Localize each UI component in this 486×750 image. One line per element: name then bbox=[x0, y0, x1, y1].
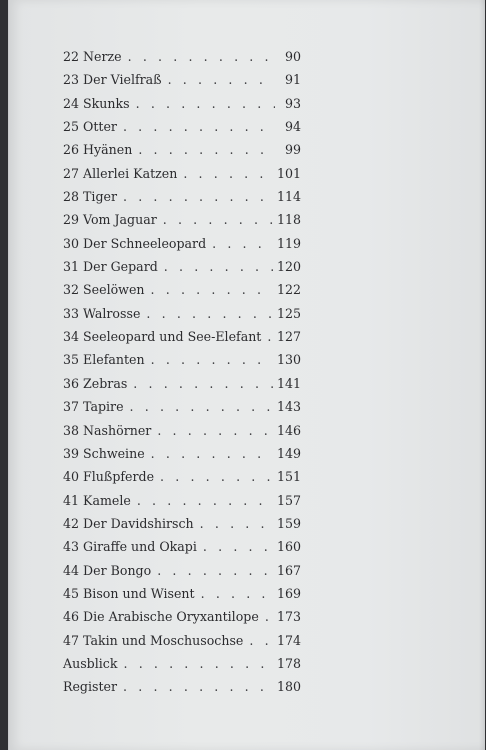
toc-entry bbox=[63, 423, 301, 446]
chapter-number: 27 bbox=[63, 165, 80, 181]
chapter-number: 24 bbox=[63, 95, 80, 111]
chapter-number: 34 bbox=[63, 329, 80, 345]
toc-entry bbox=[63, 656, 301, 679]
chapter-title: Bison und Wisent bbox=[83, 585, 195, 601]
page-edge-shadow bbox=[479, 0, 485, 750]
toc-entry bbox=[63, 399, 301, 422]
chapter-number: 35 bbox=[63, 352, 80, 368]
chapter-title: Allerlei Katzen bbox=[83, 165, 178, 181]
page-number: 160 bbox=[276, 539, 301, 555]
chapter-title: Der Schneeleopard bbox=[83, 235, 207, 251]
toc-entry bbox=[63, 329, 301, 352]
chapter-number: 26 bbox=[63, 142, 80, 158]
dot-leader bbox=[265, 609, 273, 624]
toc-entry bbox=[63, 493, 301, 516]
dot-leader bbox=[133, 376, 273, 391]
page-number: 178 bbox=[276, 655, 301, 671]
chapter-title: Die Arabische Oryxantilope bbox=[83, 609, 259, 625]
page-number: 119 bbox=[276, 235, 301, 251]
page-number: 120 bbox=[276, 259, 301, 275]
chapter-title: Der Bongo bbox=[83, 562, 152, 578]
chapter-number: 39 bbox=[63, 445, 80, 461]
toc-entry bbox=[63, 376, 301, 399]
chapter-title: Der Gepard bbox=[83, 259, 158, 275]
chapter-number: 43 bbox=[63, 539, 80, 555]
toc-entry bbox=[63, 49, 301, 72]
dot-leader bbox=[151, 352, 273, 367]
page-number: 169 bbox=[276, 585, 301, 601]
chapter-title: Flußpferde bbox=[83, 469, 155, 485]
chapter-title: Elefanten bbox=[83, 352, 145, 368]
chapter-number: 38 bbox=[63, 422, 80, 438]
toc-entry bbox=[63, 96, 301, 119]
dot-leader bbox=[267, 329, 273, 344]
page-number: 91 bbox=[284, 72, 301, 88]
dot-leader bbox=[137, 493, 273, 508]
page-number: 167 bbox=[276, 562, 301, 578]
page-number: 93 bbox=[284, 95, 301, 111]
page-number: 149 bbox=[276, 445, 301, 461]
chapter-number: 44 bbox=[63, 562, 80, 578]
dot-leader bbox=[151, 446, 273, 461]
toc-entry bbox=[63, 609, 301, 632]
chapter-number: 33 bbox=[63, 305, 80, 321]
toc-entry bbox=[63, 142, 301, 165]
chapter-title: Nerze bbox=[83, 49, 122, 64]
toc-entry bbox=[63, 166, 301, 189]
chapter-number: 45 bbox=[63, 585, 80, 601]
dot-leader bbox=[123, 189, 273, 204]
chapter-title: Tapire bbox=[83, 399, 124, 415]
chapter-title: Seeleopard und See-Elefant bbox=[83, 329, 262, 345]
dot-leader bbox=[160, 469, 273, 484]
chapter-title: Takin und Moschusochse bbox=[83, 632, 244, 648]
chapter-title: Schweine bbox=[83, 445, 145, 461]
page-number: 143 bbox=[276, 399, 301, 415]
chapter-title: Nashörner bbox=[83, 422, 152, 438]
dot-leader bbox=[163, 212, 273, 227]
toc-entry bbox=[63, 539, 301, 562]
chapter-title: Giraffe und Okapi bbox=[83, 539, 197, 555]
dot-leader bbox=[151, 282, 273, 297]
toc-entry bbox=[63, 446, 301, 469]
toc-entry bbox=[63, 633, 301, 656]
page-number: 157 bbox=[276, 492, 301, 508]
chapter-number: 42 bbox=[63, 515, 80, 531]
page-number: 118 bbox=[276, 212, 301, 228]
chapter-number: 30 bbox=[63, 235, 80, 251]
table-of-contents bbox=[63, 49, 301, 703]
dot-leader bbox=[183, 166, 273, 181]
chapter-title: Hyänen bbox=[83, 142, 133, 158]
chapter-title: Walrosse bbox=[83, 305, 141, 321]
chapter-number: 41 bbox=[63, 492, 80, 508]
chapter-title: Seelöwen bbox=[83, 282, 145, 298]
chapter-number: 22 bbox=[63, 49, 80, 64]
page-number: 174 bbox=[276, 632, 301, 648]
toc-entry bbox=[63, 282, 301, 305]
toc-entry bbox=[63, 586, 301, 609]
chapter-title: Vom Jaguar bbox=[83, 212, 157, 228]
chapter-title: Zebras bbox=[83, 375, 128, 391]
chapter-title: Der Vielfraß bbox=[83, 72, 162, 88]
page-number: 159 bbox=[276, 515, 301, 531]
page-number: 94 bbox=[284, 119, 301, 135]
dot-leader bbox=[123, 119, 275, 134]
chapter-title: Der Davidshirsch bbox=[83, 515, 194, 531]
chapter-title: Tiger bbox=[83, 189, 117, 205]
toc-entry bbox=[63, 259, 301, 282]
chapter-number: 31 bbox=[63, 259, 80, 275]
dot-leader bbox=[123, 656, 272, 671]
page-number: 180 bbox=[276, 679, 301, 695]
chapter-number: 47 bbox=[63, 632, 80, 648]
dot-leader bbox=[157, 563, 273, 578]
chapter-number: 37 bbox=[63, 399, 80, 415]
dot-leader bbox=[203, 539, 273, 554]
page-number: 146 bbox=[276, 422, 301, 438]
dot-leader bbox=[130, 399, 273, 414]
dot-leader bbox=[200, 516, 273, 531]
dot-leader bbox=[157, 423, 273, 438]
dot-leader bbox=[201, 586, 273, 601]
chapter-number: 32 bbox=[63, 282, 80, 298]
toc-entry bbox=[63, 516, 301, 539]
toc-entry bbox=[63, 72, 301, 95]
page-number: 99 bbox=[284, 142, 301, 158]
chapter-title: Skunks bbox=[83, 95, 130, 111]
page-number: 127 bbox=[276, 329, 301, 345]
chapter-number: 28 bbox=[63, 189, 80, 205]
book-page bbox=[8, 0, 485, 750]
chapter-number: 40 bbox=[63, 469, 80, 485]
chapter-number: 25 bbox=[63, 119, 80, 135]
dot-leader bbox=[212, 236, 273, 251]
chapter-number: 29 bbox=[63, 212, 80, 228]
dot-leader bbox=[138, 142, 275, 157]
chapter-title: Otter bbox=[83, 119, 117, 135]
page-number: 114 bbox=[276, 189, 301, 205]
dot-leader bbox=[164, 259, 273, 274]
page-number: 125 bbox=[276, 305, 301, 321]
page-number: 122 bbox=[276, 282, 301, 298]
page-number: 90 bbox=[284, 49, 301, 64]
toc-entry bbox=[63, 563, 301, 586]
dot-leader bbox=[128, 49, 275, 64]
chapter-title: Kamele bbox=[83, 492, 131, 508]
toc-entry bbox=[63, 679, 301, 702]
chapter-number: 36 bbox=[63, 375, 80, 391]
dot-leader bbox=[249, 633, 273, 648]
toc-entry bbox=[63, 469, 301, 492]
page-number: 151 bbox=[276, 469, 301, 485]
dot-leader bbox=[123, 679, 273, 694]
chapter-number: 46 bbox=[63, 609, 80, 625]
dot-leader bbox=[136, 96, 275, 111]
toc-entry bbox=[63, 352, 301, 375]
page-number: 173 bbox=[276, 609, 301, 625]
dot-leader bbox=[146, 306, 273, 321]
toc-entry bbox=[63, 306, 301, 329]
chapter-number: 23 bbox=[63, 72, 80, 88]
chapter-title: Ausblick bbox=[63, 655, 118, 671]
page-number: 101 bbox=[276, 165, 301, 181]
toc-entry bbox=[63, 189, 301, 212]
toc-entry bbox=[63, 236, 301, 259]
dot-leader bbox=[168, 72, 275, 87]
page-number: 130 bbox=[276, 352, 301, 368]
page-number: 141 bbox=[276, 375, 301, 391]
chapter-title: Register bbox=[63, 679, 118, 695]
toc-entry bbox=[63, 212, 301, 235]
toc-entry bbox=[63, 119, 301, 142]
